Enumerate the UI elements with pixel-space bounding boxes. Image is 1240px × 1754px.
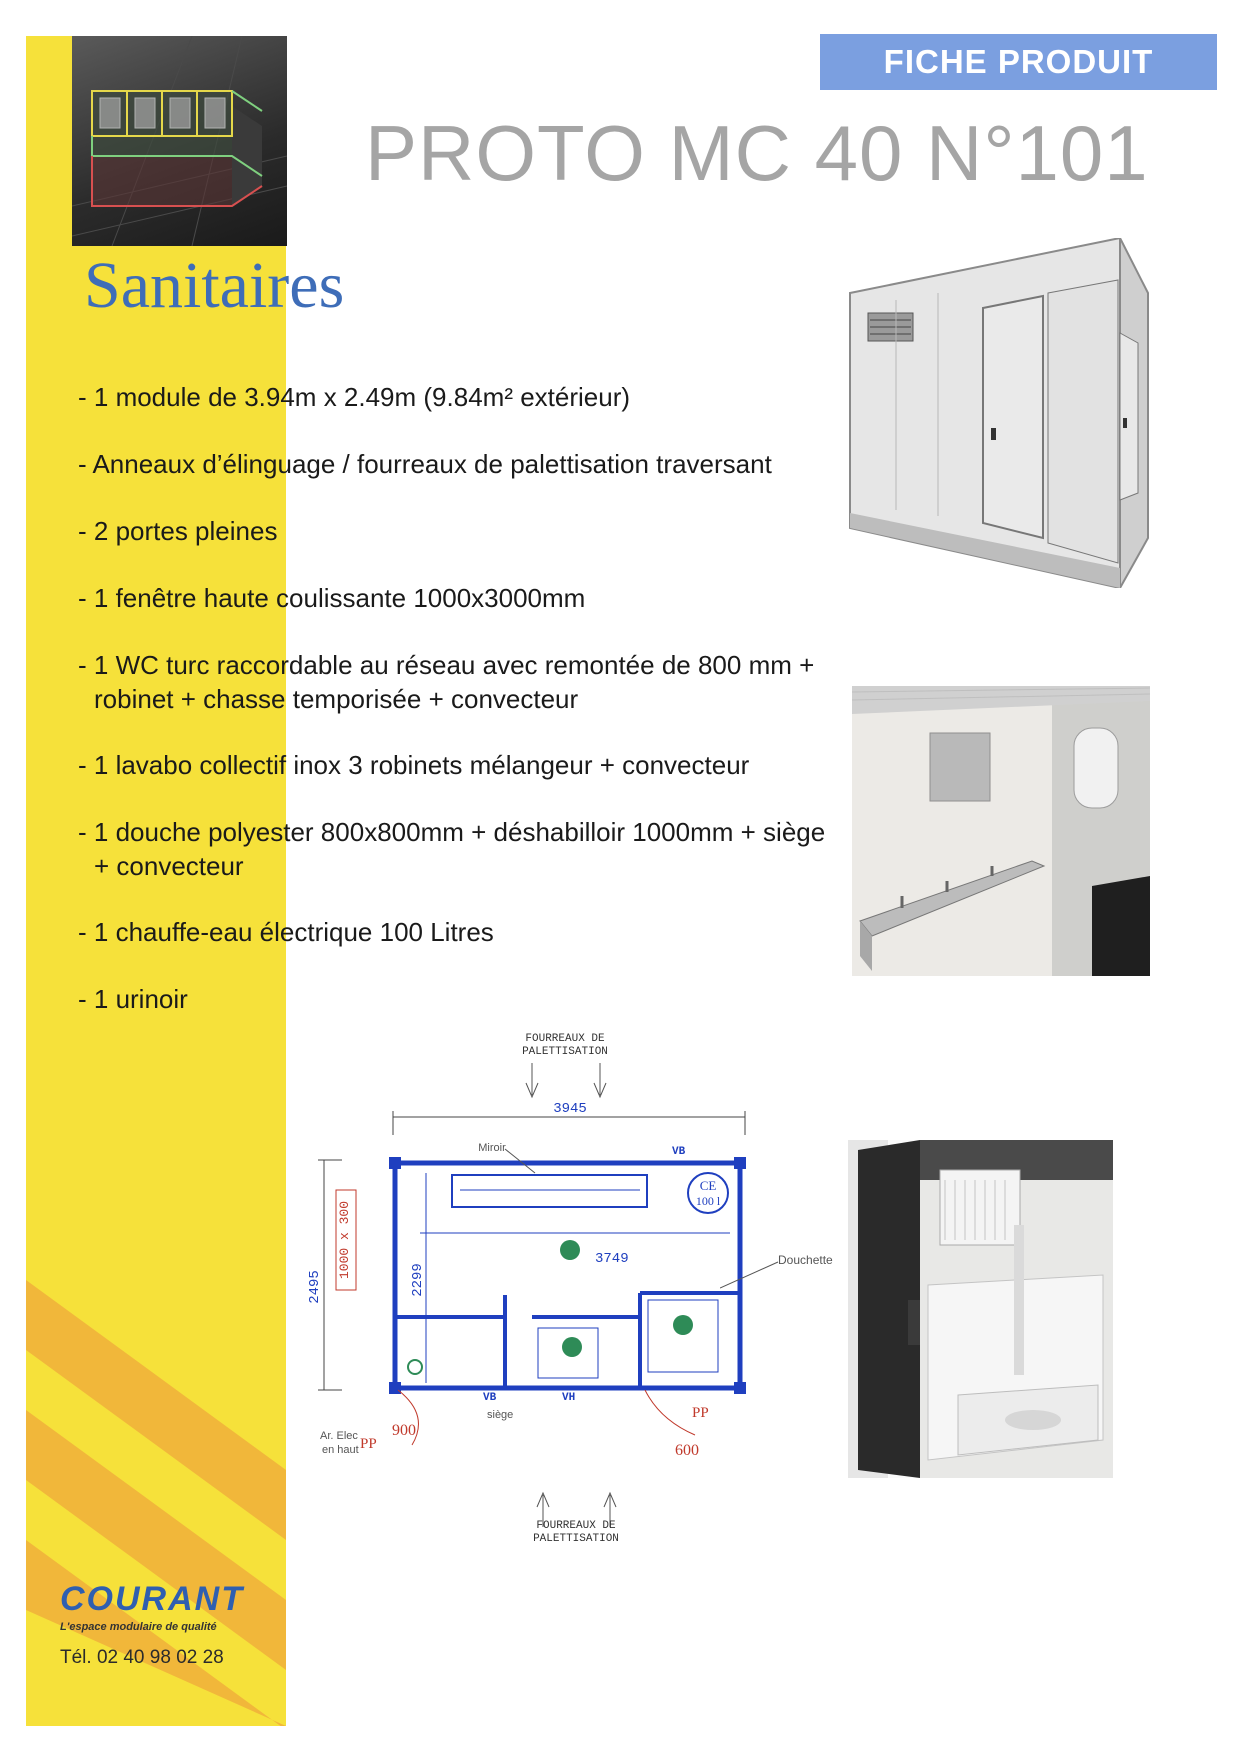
feature-list — [78, 380, 848, 1049]
ce-label: CE — [699, 1178, 717, 1193]
corner-blocks — [389, 1157, 746, 1394]
container-exterior-photo — [848, 238, 1150, 588]
wc-symbol — [562, 1337, 582, 1357]
brand-logo-name: COURANT — [60, 1580, 244, 1618]
plan-bottom-label-1: FOURREAUX DE — [536, 1520, 616, 1532]
douchette-label: Douchette — [778, 1253, 833, 1267]
ar-elec-label-2: en haut — [322, 1444, 359, 1456]
shower-convector — [673, 1315, 693, 1335]
feature-item: - 1 douche polyester 800x800mm + déshabilloir 1000mm + siège + convecteur — [78, 817, 826, 881]
fiche-produit-banner: FICHE PRODUIT — [820, 34, 1217, 90]
feature-item: - 2 portes pleines — [78, 516, 278, 546]
brand-phone: Tél. 02 40 98 02 28 — [60, 1647, 224, 1668]
ar-elec-label-1: Ar. Elec — [320, 1430, 358, 1442]
floor-plan — [300, 1025, 860, 1555]
feature-item: - 1 module de 3.94m x 2.49m (9.84m² extérieur) — [78, 382, 631, 412]
interior-shower-photo — [848, 1140, 1154, 1478]
plan-top-label-2: PALETTISATION — [522, 1046, 608, 1058]
module-3d-render — [72, 36, 287, 246]
dim-height-label: 2495 — [307, 1270, 323, 1304]
siege-label: siège — [487, 1409, 514, 1421]
douchette-leader — [720, 1260, 780, 1290]
top-arrows — [526, 1063, 606, 1097]
feature-item: - 1 urinoir — [78, 984, 188, 1014]
vb-bottom-label: VB — [483, 1392, 497, 1404]
window-dim-label: 1000 x 300 — [337, 1200, 352, 1280]
urinoir-symbol — [408, 1360, 422, 1374]
feature-item: - 1 WC turc raccordable au réseau avec remontée de 800 mm + robinet + chasse temporisée + convecteur — [78, 650, 815, 714]
section-title: Sanitaires — [84, 249, 345, 322]
shower — [648, 1300, 718, 1372]
vh-label: VH — [562, 1392, 576, 1404]
miroir-label: Miroir — [478, 1142, 506, 1154]
plan-top-label-1: FOURREAUX DE — [525, 1033, 605, 1045]
feature-item: - 1 fenêtre haute coulissante 1000x3000mm — [78, 583, 586, 613]
feature-item: - Anneaux d’élinguage / fourreaux de palettisation traversant — [78, 449, 772, 479]
dim-width-label: 3945 — [553, 1101, 587, 1117]
brand-block — [60, 1580, 280, 1669]
door-right-dim: 600 — [675, 1442, 699, 1459]
ce-capacity-label: 100 l — [695, 1194, 721, 1208]
door-left-dim: 900 — [392, 1422, 416, 1439]
dim-inner-height-label: 2299 — [410, 1263, 426, 1297]
feature-item: - 1 chauffe-eau électrique 100 Litres — [78, 917, 494, 947]
brand-slogan: L'espace modulaire de qualité — [60, 1621, 217, 1633]
dim-inner-width-label: 3749 — [595, 1251, 629, 1267]
door-right-swing — [645, 1390, 695, 1435]
plan-bottom-label-2: PALETTISATION — [533, 1533, 619, 1545]
pp-right-label: PP — [692, 1405, 709, 1421]
interior-lavabo-photo — [852, 686, 1150, 976]
vb-top-label: VB — [672, 1146, 686, 1158]
pp-left-label: PP — [360, 1436, 377, 1452]
feature-item: - 1 lavabo collectif inox 3 robinets mélangeur + convecteur — [78, 750, 750, 780]
lavabo — [452, 1175, 647, 1207]
product-title: PROTO MC 40 N°101 — [365, 109, 1149, 197]
convector-symbol — [560, 1240, 580, 1260]
